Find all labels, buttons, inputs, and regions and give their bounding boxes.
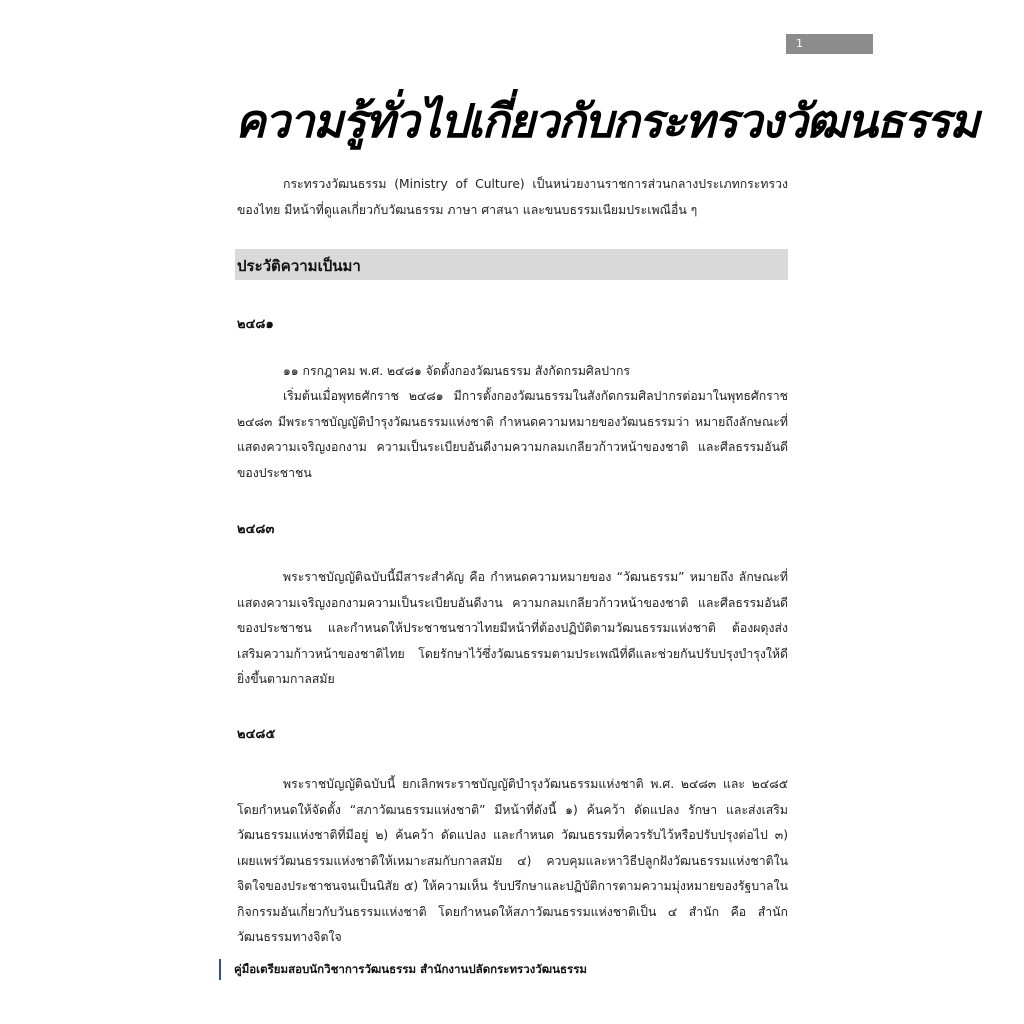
page-number-tab bbox=[786, 34, 873, 54]
footer-text: คู่มือเตรียมสอบนักวิชาการวัฒนธรรม สำนักงานปลัดกระทรวงวัฒนธรรม bbox=[234, 962, 587, 976]
history-2485-paragraph-1: พระราชบัญญัติฉบับนี้ ยกเลิกพระราชบัญญัติบำรุงวัฒนธรรมแห่งชาติ พ.ศ. ๒๔๘๓ และ ๒๔๘๕ โดยกำหนดให้จัดตั้ง “สภาวัฒนธรรมแห่งชาติ” มีหน้าที่ดังนี้ ๑) ค้นคว้า ดัดแปลง รักษา และส่งเสริมวัฒนธรรมแห่งชาติที่มีอยู่ ๒) ค้นคว้า ดัดแปลง และกำหนด วัฒนธรรมที่ควรรับไว้หรือปรับปรุงต่อไป ๓) เผยแพร่วัฒนธรรมแห่งชาติให้เหมาะสมกับกาลสมัย ๔) ควบคุมและหาวิธีปลูกฝังวัฒนธรรมแห่งชาติในจิตใจของประชาชนจนเป็นนิสัย ๕) ให้ความเห็น รับปรึกษาและปฏิบัติการตามความมุ่งหมายของรัฐบาลในกิจกรรมอันเกี่ยวกับวันธรรมแห่งชาติ โดยกำหนดให้สภาวัฒนธรรมแห่งชาติเป็น ๔ สำนัก คือ สำนักวัฒนธรรมทางจิตใจ bbox=[237, 777, 788, 944]
history-2483-paragraph-1: พระราชบัญญัติฉบับนี้มีสาระสำคัญ คือ กำหนดความหมายของ “วัฒนธรรม” หมายถึง ลักษณะที่แสดงความเจริญงอกงามความเป็นระเบียบอันดีงาน ความกลมเกลียวก้าวหน้าของชาติ และศีลธรรมอันดีของประชาชน และกำหนดให้ประชาชนชาวไทยมีหน้าที่ต้องปฏิบัติตามวัฒนธรรมแห่งชาติ ต้องผดุงส่งเสริมความก้าวหน้าของชาติไทย โดยรักษาไว้ซึ่งวัฒนธรรมตามประเพณีที่ดีและช่วยกันปรับปรุงบำรุงให้ดียิ่งขึ้นตามกาลสมัย bbox=[237, 570, 788, 686]
page-title: ความรู้ทั่วไปเกี่ยวกับกระทรวงวัฒนธรรม bbox=[235, 94, 979, 148]
footer-rule bbox=[219, 959, 221, 980]
history-2481-paragraph-2: เริ่มต้นเมื่อพุทธศักราช ๒๔๘๑ มีการตั้งกองวัฒนธรรมในสังกัดกรมศิลปากรต่อมาในพุทธศักราช ๒๔๘๓ มีพระราชบัญญัติบำรุงวัฒนธรรมแห่งชาติ กำหนดความหมายของวัฒนธรรมว่า หมายถึงลักษณะที่แสดงความเจริญงอกงาม ความเป็นระเบียบอันดีงามความกลมเกลียวก้าวหน้าของชาติ และศีลธรรมอันดีของประชาชน bbox=[237, 389, 788, 480]
year-heading-2481: ๒๔๘๑ bbox=[237, 317, 274, 332]
history-2481-paragraph-1: ๑๑ กรกฎาคม พ.ศ. ๒๔๘๑ จัดตั้งกองวัฒนธรรม สังกัดกรมศิลปากร bbox=[283, 364, 631, 378]
page-number: 1 bbox=[796, 37, 803, 50]
year-heading-2485: ๒๔๘๕ bbox=[237, 727, 276, 742]
intro-paragraph: กระทรวงวัฒนธรรม (Ministry of Culture) เป็นหน่วยงานราชการส่วนกลางประเภทกระทรวงของไทย มีหน้าที่ดูแลเกี่ยวกับวัฒนธรรม ภาษา ศาสนา และขนบธรรมเนียมประเพณีอื่น ๆ bbox=[237, 177, 788, 217]
year-heading-2483: ๒๔๘๓ bbox=[237, 522, 275, 537]
section-heading-bar bbox=[235, 249, 788, 280]
section-heading: ประวัติความเป็นมา bbox=[237, 257, 361, 275]
